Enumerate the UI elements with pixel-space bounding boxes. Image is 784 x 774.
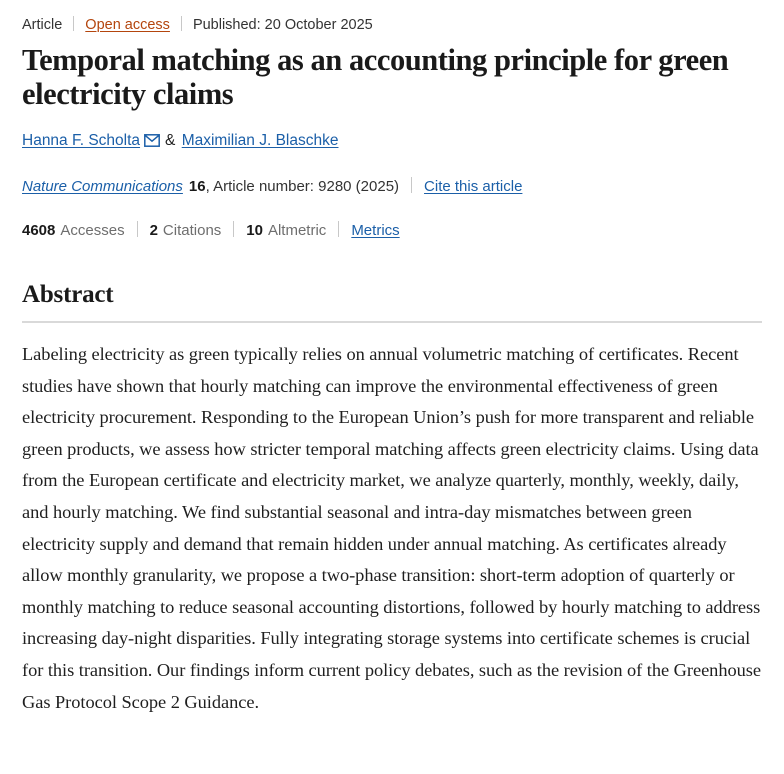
altmetric-count: 10 bbox=[246, 222, 263, 239]
published-date-label: Published: 20 October 2025 bbox=[192, 17, 373, 33]
citations-count: 2 bbox=[149, 222, 158, 239]
abstract-divider bbox=[22, 321, 762, 323]
citations-label: Citations bbox=[162, 222, 222, 239]
accesses-label: Accesses bbox=[60, 222, 125, 239]
abstract-text: Labeling electricity as green typically relies on annual volumetric matching of certificates. Recent studies have shown that hourly matching can improve the environmental effectiveness of green electricity procurement. Responding to the European Union’s push for more transparent and reliable green products, we assess how stricter temporal matching affects green electricity claims. Using data from the European certificate and electricity market, we analyze quarterly, monthly, weekly, daily, and hourly matching. We find substantial seasonal and intra-day mismatches between green electricity supply and demand that remain hidden under annual matching. As certificates already allow monthly granularity, we propose a two-phase transition: short-term adoption of quarterly or monthly matching to reduce seasonal accounting distortions, followed by hourly matching to address increasing day-night disparities. Fully integrating storage systems into certificate schemes is crucial for this transition. Our findings inform current policy debates, such as the revision of the Greenhouse Gas Protocol Scope 2 Guidance. bbox=[22, 344, 761, 712]
author-list bbox=[22, 131, 762, 153]
article-meta-bar bbox=[22, 0, 762, 35]
metrics-separator-3 bbox=[338, 221, 339, 237]
journal-citation bbox=[22, 175, 762, 197]
abstract-heading: Abstract bbox=[22, 281, 114, 308]
article-metrics-bar bbox=[22, 219, 762, 241]
article-type-label: Article bbox=[22, 17, 63, 33]
page-title: Temporal matching as an accounting principle for green electricity claims bbox=[22, 43, 729, 111]
author-ampersand: & bbox=[165, 132, 176, 149]
journal-name-link[interactable]: Nature Communications bbox=[22, 178, 183, 195]
open-access-link[interactable]: Open access bbox=[85, 17, 170, 33]
metrics-separator-2 bbox=[233, 221, 234, 237]
article-number-label: , Article number: 9280 (2025) bbox=[205, 178, 400, 195]
accesses-count: 4608 bbox=[22, 222, 56, 239]
journal-volume: 16 bbox=[188, 178, 206, 195]
cite-this-article-link[interactable]: Cite this article bbox=[424, 178, 523, 195]
author-link-first[interactable]: Hanna F. Scholta bbox=[22, 132, 141, 149]
metrics-separator-1 bbox=[137, 221, 138, 237]
citation-separator bbox=[411, 177, 412, 193]
envelope-icon[interactable] bbox=[144, 133, 160, 153]
author-link-second[interactable]: Maximilian J. Blaschke bbox=[181, 132, 339, 149]
meta-separator-2 bbox=[181, 16, 182, 31]
metrics-link[interactable]: Metrics bbox=[351, 222, 400, 239]
altmetric-label: Altmetric bbox=[267, 222, 327, 239]
meta-separator-1 bbox=[73, 16, 74, 31]
